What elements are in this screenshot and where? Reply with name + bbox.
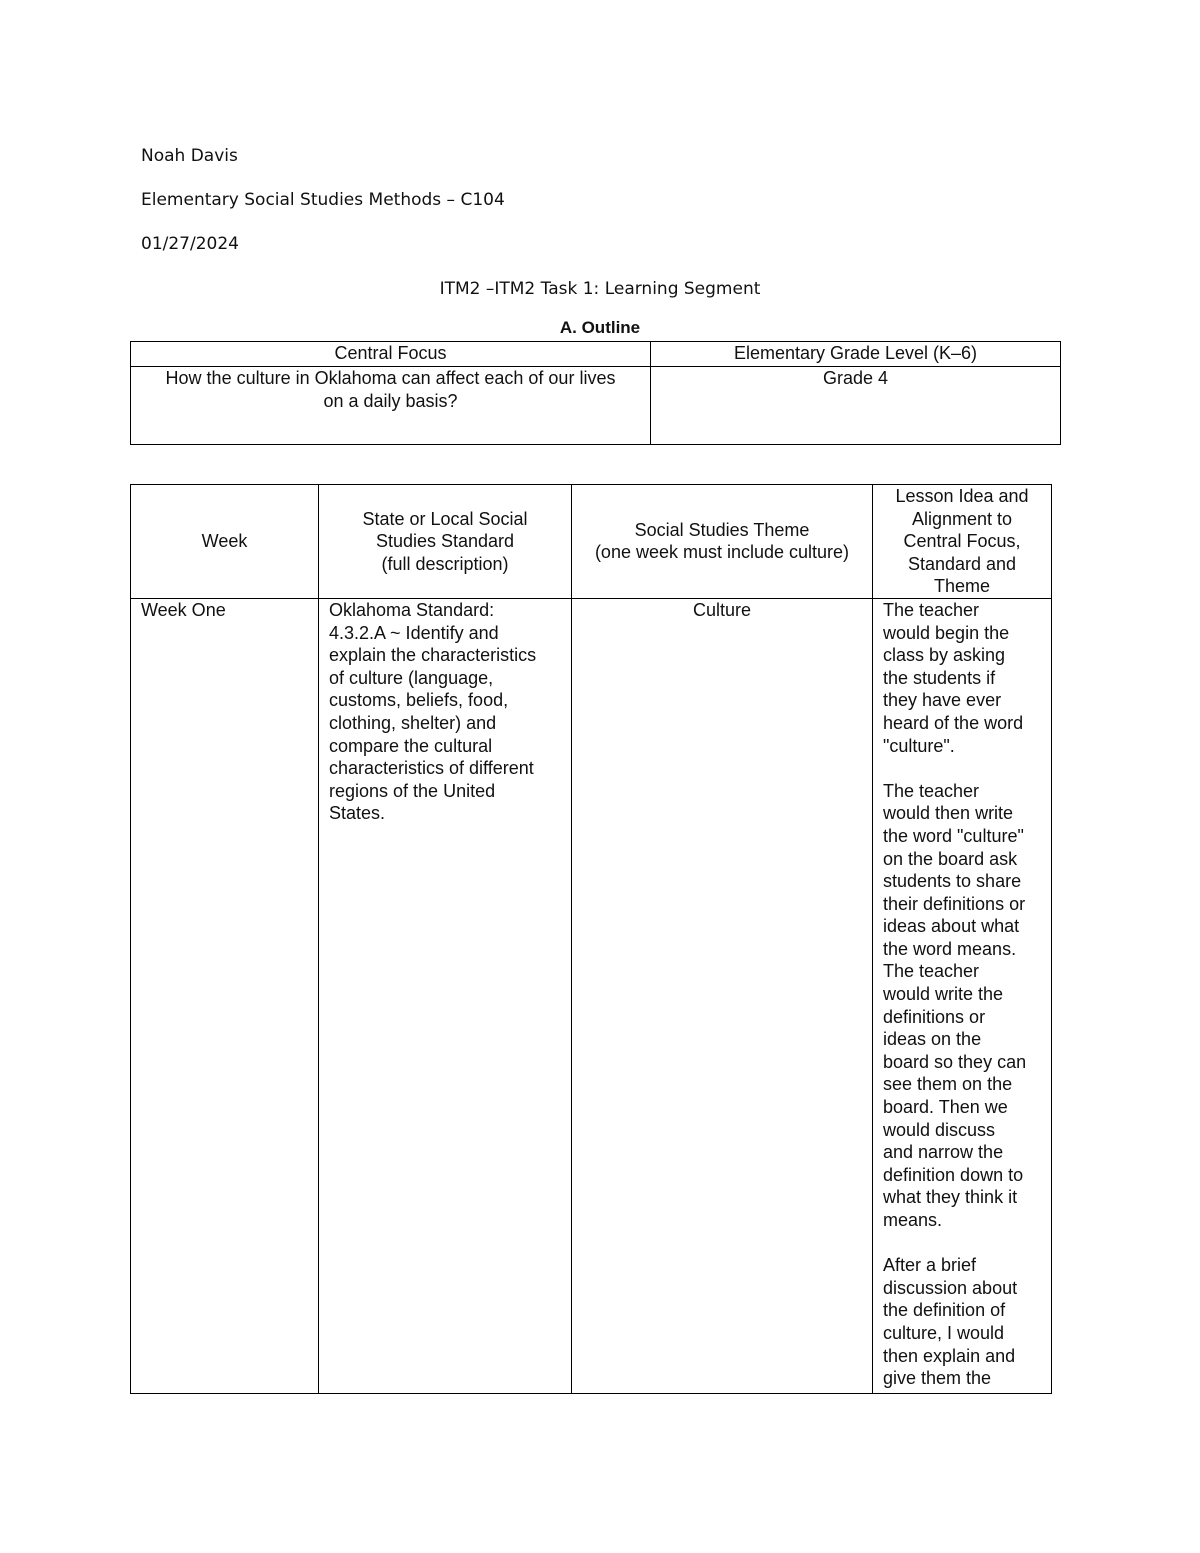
week-one-row	[131, 598, 1052, 1393]
course-name: Elementary Social Studies Methods – C104	[141, 190, 505, 210]
lesson-paragraph-2: The teacher would then write the word "culture" on the board ask students to share their definitions or ideas about what the word means. The teacher would write the definitions or ideas on the board so they can see them on the board. Then we would discuss and narrow the definition down to what they think it means.	[883, 780, 1027, 1230]
lesson-paragraph-1: The teacher would begin the class by asking the students if they have ever heard of the word "culture".	[883, 599, 1024, 756]
outline-content-row	[131, 367, 1061, 445]
week-header: Week	[131, 485, 319, 599]
grade-level-cell: Grade 4	[651, 367, 1061, 445]
document-date: 01/27/2024	[141, 234, 239, 254]
week-cell: Week One	[131, 598, 319, 1393]
central-focus-cell: How the culture in Oklahoma can affect each of our lives on a daily basis?	[131, 367, 651, 445]
outline-table	[130, 341, 1061, 445]
learning-segment-table	[130, 484, 1052, 1394]
lesson-header: Lesson Idea and Alignment to Central Focus, Standard and Theme	[873, 485, 1052, 599]
lesson-paragraph-3: After a brief discussion about the definition of culture, I would then explain and give them the	[883, 1255, 1018, 1389]
student-name: Noah Davis	[141, 146, 238, 166]
document-title: ITM2 –ITM2 Task 1: Learning Segment	[439, 279, 761, 299]
plan-header-row	[131, 485, 1052, 599]
lesson-cell	[873, 598, 1052, 1393]
section-title: A. Outline	[559, 318, 641, 337]
theme-header: Social Studies Theme (one week must include culture)	[572, 485, 873, 599]
grade-level-header: Elementary Grade Level (K–6)	[651, 342, 1061, 367]
standard-header: State or Local Social Studies Standard (full description)	[319, 485, 572, 599]
outline-header-row	[131, 342, 1061, 367]
central-focus-header: Central Focus	[131, 342, 651, 367]
theme-cell: Culture	[572, 598, 873, 1393]
standard-cell: Oklahoma Standard: 4.3.2.A ~ Identify and explain the characteristics of culture (language, customs, beliefs, food, clothing, shelter) and compare the cultural characteristics of different regions of the United States.	[319, 598, 572, 1393]
